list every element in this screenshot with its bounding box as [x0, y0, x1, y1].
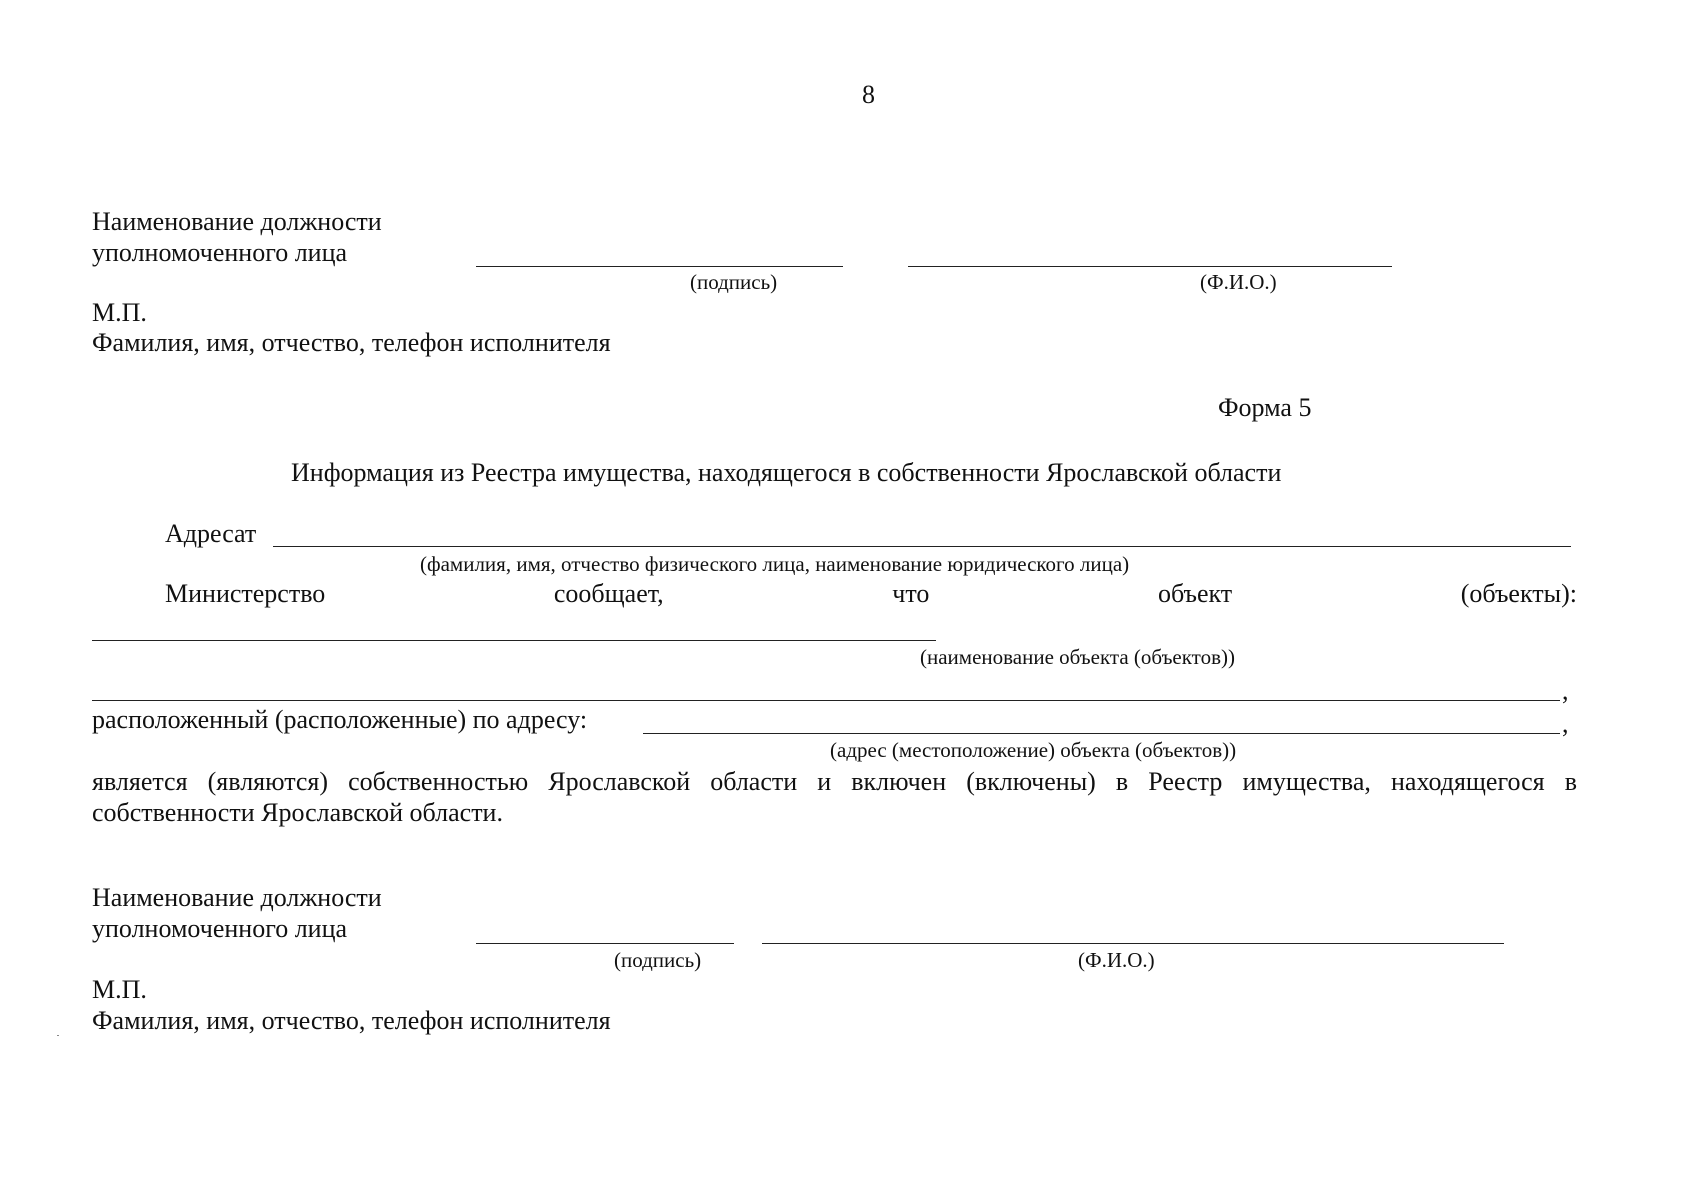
position-title-line1: Наименование должности: [92, 883, 382, 912]
object-name-line-1[interactable]: [92, 640, 936, 641]
addressee-caption: (фамилия, имя, отчество физического лица, наименование юридического лица): [420, 552, 1130, 576]
located-label: расположенный (расположенные) по адресу:: [92, 705, 588, 734]
form-number: Форма 5: [1218, 393, 1312, 422]
address-comma: ,: [1562, 709, 1569, 738]
object-name-line-2[interactable]: [92, 700, 1560, 701]
seal-label: М.П.: [92, 298, 147, 327]
signature-caption: (подпись): [614, 948, 702, 972]
addressee-label: Адресат: [165, 519, 257, 548]
signature-line[interactable]: [476, 266, 843, 267]
position-title-line2: уполномоченного лица: [92, 238, 348, 267]
ministry-word-3: что: [892, 579, 930, 608]
signature-caption: (подпись): [690, 270, 778, 294]
object-name-comma: ,: [1562, 676, 1569, 705]
position-title-line1: Наименование должности: [92, 207, 382, 236]
ministry-word-5: (объекты):: [1460, 579, 1577, 608]
executor-label: Фамилия, имя, отчество, телефон исполнителя: [92, 1006, 611, 1035]
form-title: Информация из Реестра имущества, находящегося в собственности Ярославской области: [291, 458, 1282, 487]
fio-line[interactable]: [908, 266, 1392, 267]
fio-caption: (Ф.И.О.): [1078, 948, 1155, 972]
ownership-statement: является (являются) собственностью Ярославской области и включен (включены) в Реестр имущества, находящегося в собственности Ярославской области.: [92, 767, 1577, 827]
ministry-sentence: [165, 579, 1577, 609]
seal-label: М.П.: [92, 975, 147, 1004]
addressee-line[interactable]: [273, 546, 1571, 547]
address-caption: (адрес (местоположение) объекта (объектов)): [830, 738, 1237, 762]
executor-label: Фамилия, имя, отчество, телефон исполнителя: [92, 328, 611, 357]
fio-caption: (Ф.И.О.): [1200, 270, 1277, 294]
ministry-word-4: объект: [1157, 579, 1233, 608]
scan-artifact: [57, 1035, 59, 1036]
fio-line[interactable]: [762, 943, 1504, 944]
page-number: 8: [862, 80, 875, 109]
ministry-word-2: сообщает,: [553, 579, 664, 608]
signature-line[interactable]: [476, 943, 734, 944]
address-line[interactable]: [643, 733, 1560, 734]
position-title-line2: уполномоченного лица: [92, 914, 348, 943]
object-name-caption: (наименование объекта (объектов)): [920, 645, 1235, 669]
ministry-word-1: Министерство: [165, 579, 326, 608]
